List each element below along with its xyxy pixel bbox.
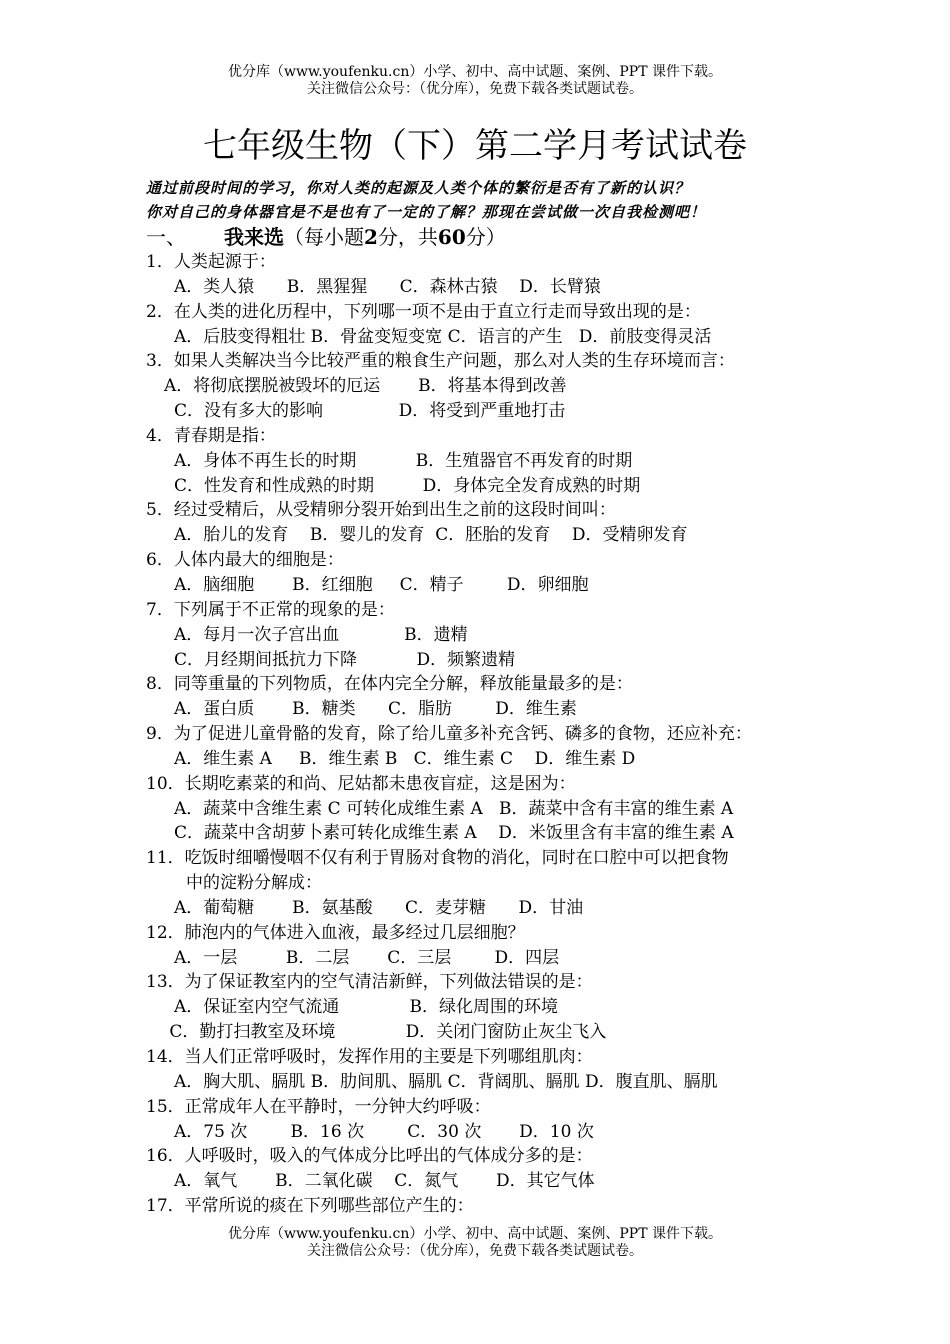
section-note-open: （每小题 — [284, 225, 364, 249]
answer-options: A．脑细胞 B．红细胞 C．精子 D．卵细胞 — [174, 574, 589, 595]
section-points: 2 — [364, 225, 378, 249]
section-heading — [146, 223, 506, 251]
answer-options: A．葡萄糖 B．氨基酸 C．麦芽糖 D．甘油 — [174, 897, 584, 918]
header-line-1: 优分库（www.youfenku.cn）小学、初中、高中试题、案例、PPT 课件下载。 — [227, 64, 722, 80]
answer-options: C．月经期间抵抗力下降 D．频繁遗精 — [174, 649, 516, 670]
question-list — [146, 250, 836, 1219]
question-stem: 8．同等重量的下列物质，在体内完全分解，释放能量最多的是： — [146, 674, 633, 695]
answer-options: A．75 次 B．16 次 C．30 次 D．10 次 — [174, 1121, 594, 1142]
question-stem: 10．长期吃素菜的和尚、尼姑都未患夜盲症，这是困为： — [146, 773, 576, 794]
answer-options: A．蔬菜中含维生素 C 可转化成维生素 A B．蔬菜中含有丰富的维生素 A — [174, 798, 734, 819]
question-stem: 17．平常所说的痰在下列哪些部位产生的： — [146, 1196, 474, 1217]
question-stem: 11．吃饭时细嚼慢咽不仅有利于胃肠对食物的消化，同时在口腔中可以把食物 — [146, 848, 729, 869]
answer-options: C．没有多大的影响 D．将受到严重地打击 — [174, 401, 566, 422]
question-stem: 16．人呼吸时，吸入的气体成分比呼出的气体成分多的是： — [146, 1146, 593, 1167]
intro-line-2: 你对自己的身体器官是不是也有了一定的了解？那现在尝试做一次自我检测吧！ — [146, 203, 707, 221]
page-footer — [0, 1226, 950, 1260]
answer-options: A．后肢变得粗壮 B．骨盆变短变宽 C．语言的产生 D．前肢变得灵活 — [174, 326, 712, 347]
question-stem: 1．人类起源于： — [146, 252, 276, 272]
answer-options: C．性发育和性成熟的时期 D．身体完全发育成熟的时期 — [174, 475, 641, 496]
question-stem: 7．下列属于不正常的现象的是： — [146, 599, 395, 620]
question-stem-continued: 中的淀粉分解成： — [186, 873, 322, 894]
answer-options: C．蔬菜中含胡萝卜素可转化成维生素 A D．米饭里含有丰富的维生素 A — [174, 823, 734, 844]
answer-options: A．将彻底摆脱被毁坏的厄运 B．将基本得到改善 — [164, 376, 567, 397]
answer-options: C．勤打扫教室及环境 D．关闭门窗防止灰尘飞入 — [164, 1022, 607, 1043]
question-stem: 14．当人们正常呼吸时，发挥作用的主要是下列哪组肌肉： — [146, 1047, 593, 1067]
page-header — [0, 64, 950, 98]
answer-options: A．一层 B．二层 C．三层 D．四层 — [174, 947, 560, 968]
question-stem: 2．在人类的进化历程中，下列哪一项不是由于直立行走而导致出现的是： — [146, 301, 701, 322]
section-total: 60 — [437, 225, 466, 249]
answer-options: A．每月一次子宫出血 B．遗精 — [174, 624, 468, 645]
question-stem: 3．如果人类解决当今比较严重的粮食生产问题，那么对人类的生存环境而言： — [146, 351, 735, 372]
answer-options: A．保证室内空气流通 B．绿化周围的环境 — [174, 997, 559, 1018]
question-stem: 5．经过受精后，从受精卵分裂开始到出生之前的这段时间叫： — [146, 500, 616, 521]
answer-options: A．胎儿的发育 B．婴儿的发育 C．胚胎的发育 D．受精卵发育 — [174, 525, 688, 546]
intro-line-1: 通过前段时间的学习，你对人类的起源及人类个体的繁衍是否有了新的认识？ — [146, 179, 691, 197]
question-stem: 4．青春期是指： — [146, 425, 276, 446]
question-stem: 6．人体内最大的细胞是： — [146, 550, 344, 571]
answer-options: A．维生素 A B．维生素 B C．维生素 C D．维生素 D — [174, 748, 636, 769]
answer-options: A．蛋白质 B．糖类 C．脂肪 D．维生素 — [174, 699, 577, 720]
question-stem: 9．为了促进儿童骨骼的发育，除了给儿童多补充含钙、磷多的食物，还应补充： — [146, 724, 752, 745]
footer-line-2: 关注微信公众号：（优分库），免费下载各类试题试卷。 — [307, 1243, 643, 1259]
question-stem: 13．为了保证教室内的空气清洁新鲜，下列做法错误的是： — [146, 972, 593, 993]
answer-options: A．氧气 B．二氧化碳 C．氮气 D．其它气体 — [174, 1171, 595, 1192]
answer-options: A．身体不再生长的时期 B．生殖器官不再发育的时期 — [174, 450, 633, 471]
header-line-2: 关注微信公众号：（优分库），免费下载各类试题试卷。 — [307, 81, 643, 97]
section-name: 我来选 — [224, 225, 284, 249]
section-number: 一、 — [146, 225, 186, 249]
footer-line-1: 优分库（www.youfenku.cn）小学、初中、高中试题、案例、PPT 课件下载。 — [227, 1226, 722, 1242]
section-note-close: 分） — [465, 225, 506, 249]
section-note-mid: 分，共 — [377, 225, 438, 249]
question-stem: 15．正常成年人在平静时，一分钟大约呼吸： — [146, 1096, 491, 1117]
answer-options: A．胸大肌、膈肌 B．肋间肌、膈肌 C．背阔肌、膈肌 D．腹直肌、膈肌 — [174, 1071, 718, 1092]
question-stem: 12．肺泡内的气体进入血液，最多经过几层细胞？ — [146, 922, 525, 943]
page-title: 七年级生物（下）第二学月考试试卷 — [203, 126, 747, 166]
answer-options: A．类人猿 B．黑猩猩 C．森林古猿 D．长臂猿 — [174, 276, 601, 297]
